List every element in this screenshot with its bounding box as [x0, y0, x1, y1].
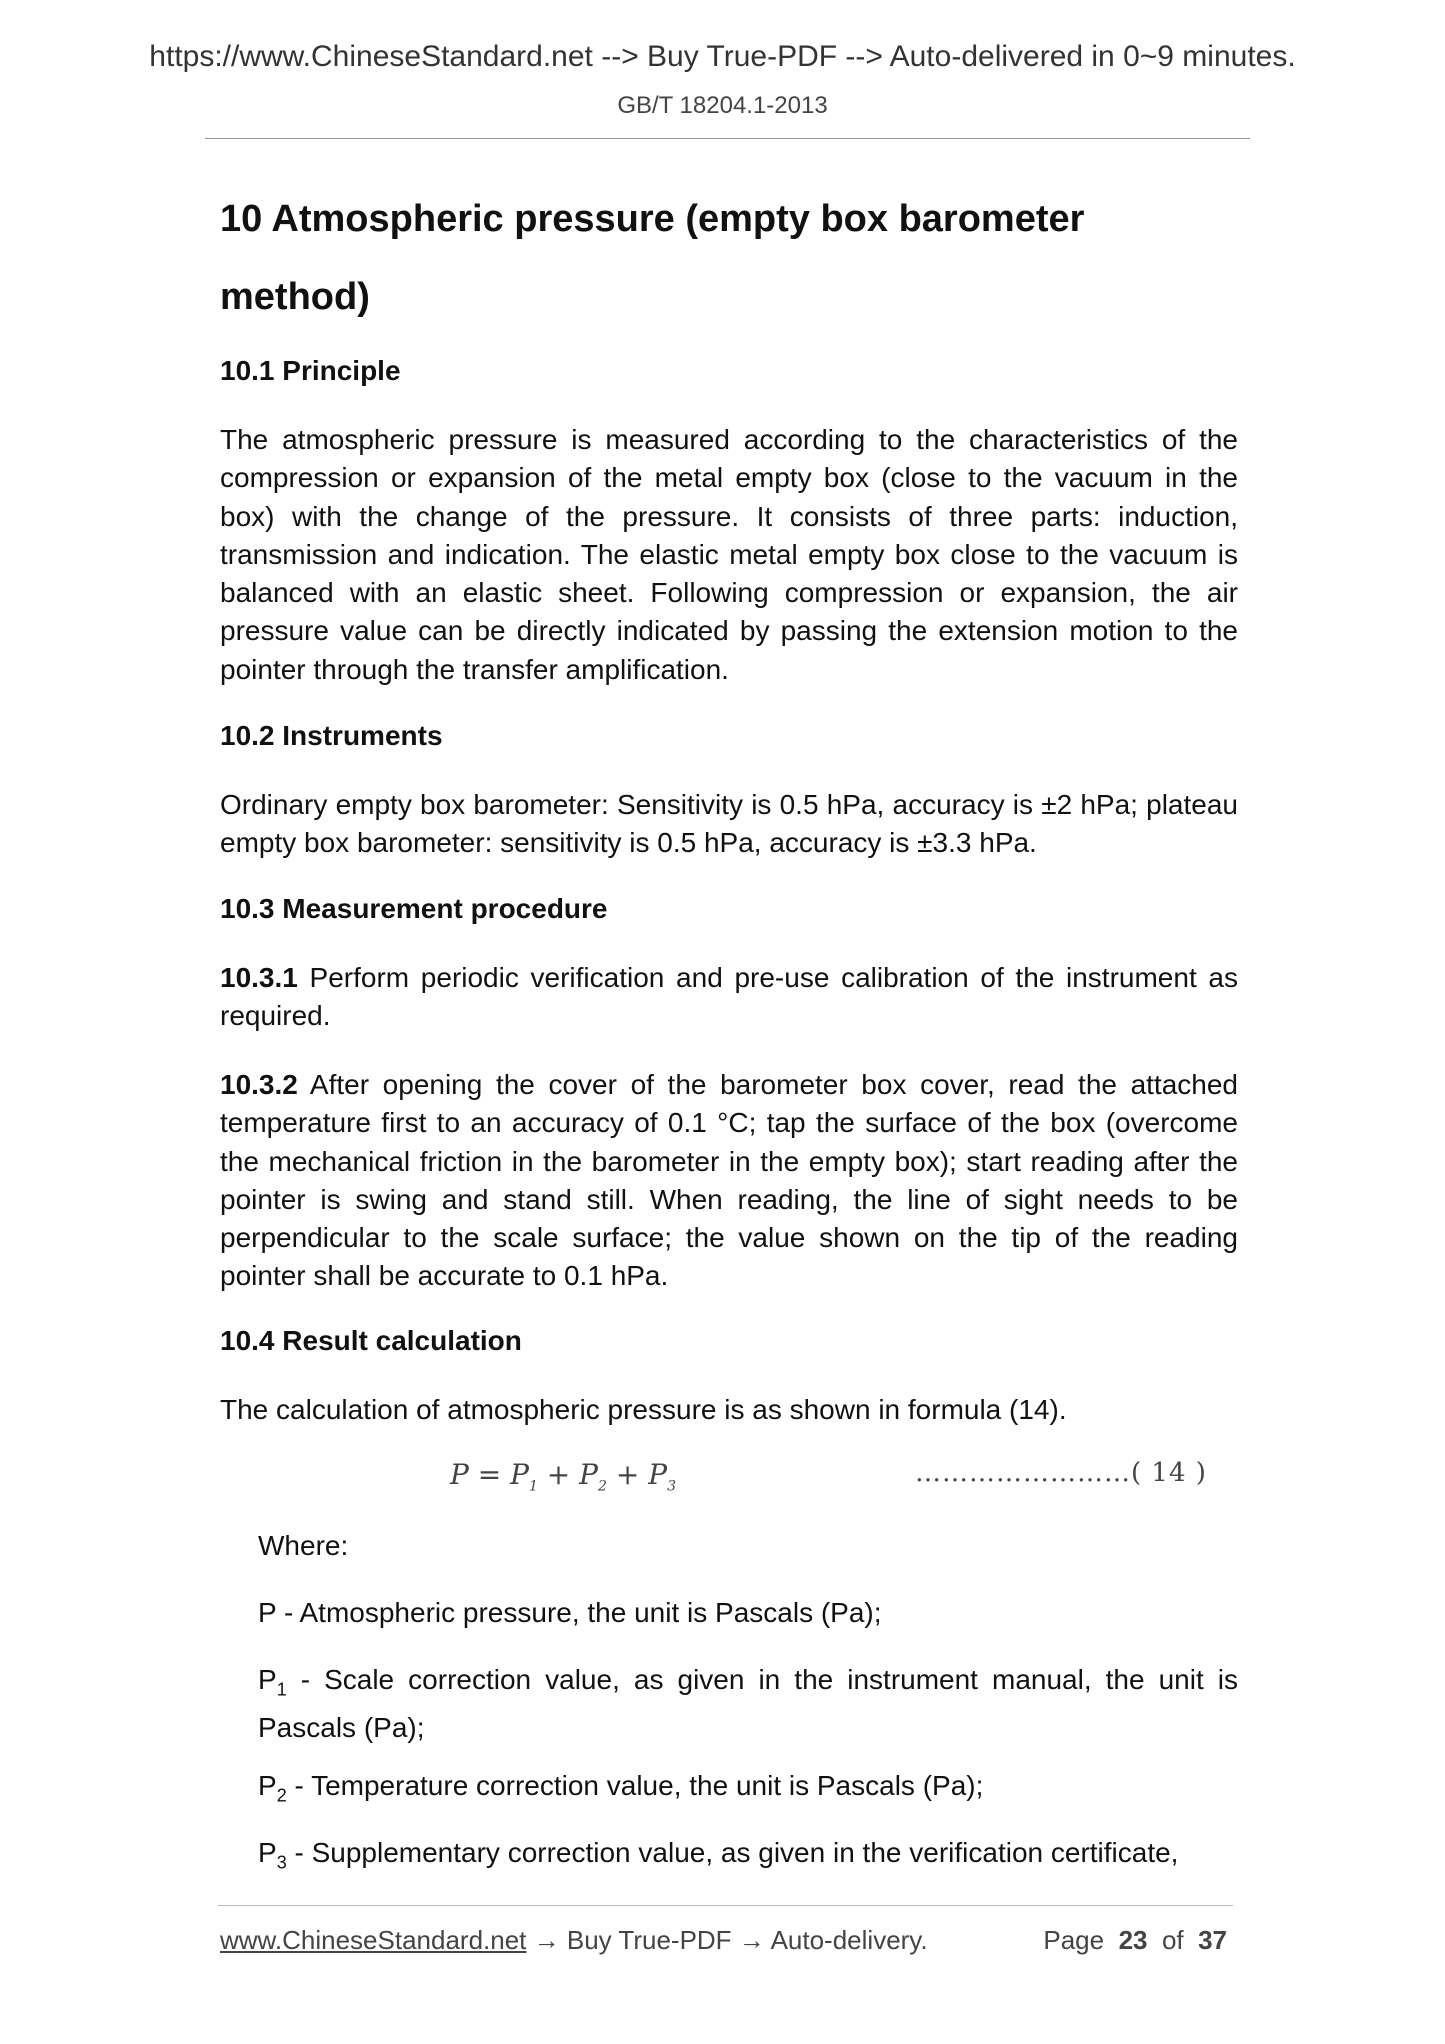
section-title-line1: 10 Atmospheric pressure (empty box barometer: [220, 198, 1085, 240]
definition-p1: [258, 1661, 1238, 1747]
symbol-sub: 3: [276, 1852, 287, 1873]
formula-sub: 3: [667, 1478, 676, 1495]
clause-text: Perform periodic verification and pre-use calibration of the instrument as required.: [220, 962, 1238, 1032]
formula-14: [450, 1458, 676, 1495]
clause-label: 10.3.2: [220, 1069, 298, 1100]
symbol: P: [258, 1664, 277, 1695]
definition-text: - Temperature correction value, the unit is Pascals (Pa);: [286, 1770, 984, 1801]
definition-p: P - Atmospheric pressure, the unit is Pascals (Pa);: [258, 1597, 882, 1628]
definition-text: - Supplementary correction value, as given in the verification certificate,: [286, 1837, 1179, 1868]
procedure-10-3-2: [220, 1066, 1238, 1296]
procedure-10-3-1: [220, 959, 1238, 1036]
footer-divider: [218, 1905, 1233, 1906]
top-banner[interactable]: https://www.ChineseStandard.net --> Buy True-PDF --> Auto-delivered in 0~9 minutes.: [149, 40, 1296, 73]
heading-10-1: 10.1 Principle: [220, 355, 401, 386]
formula-sub: 1: [528, 1478, 538, 1495]
of-label: of: [1161, 1925, 1184, 1955]
section-title-line2: method): [220, 276, 370, 318]
formula-number: ……………………( 14 ): [915, 1458, 1207, 1488]
symbol-sub: 1: [276, 1679, 287, 1700]
footer-text: → Buy True-PDF → Auto-delivery.: [526, 1925, 928, 1955]
formula-sub: 2: [598, 1478, 607, 1495]
formula-term: P: [510, 1458, 529, 1491]
formula-term: P: [648, 1458, 668, 1491]
formula-lhs: P: [450, 1458, 469, 1491]
instruments-paragraph: Ordinary empty box barometer: Sensitivity is 0.5 hPa, accuracy is ±2 hPa; plateau empty box barometer: sensitivity is 0.5 hPa, accuracy is ±3.3 hPa.: [220, 789, 1238, 859]
principle-paragraph: The atmospheric pressure is measured according to the characteristics of the compression or expansion of the metal empty box (close to the vacuum in the box) with the change of the pressure. It consists of three parts: induction, transmission and indication. The elastic metal empty box close to the vacuum is balanced with an elastic sheet. Following compression or expansion, the air pressure value can be directly indicated by passing the extension motion to the pointer through the transfer amplification.: [220, 424, 1238, 685]
page-label: Page: [1043, 1925, 1105, 1955]
formula-equals: =: [477, 1458, 502, 1491]
symbol-sub: 2: [276, 1785, 287, 1806]
formula-term: P: [579, 1458, 599, 1491]
formula-plus: +: [546, 1458, 571, 1491]
footer: [220, 1925, 1235, 1956]
symbol: P: [258, 1770, 277, 1801]
standard-code: GB/T 18204.1-2013: [617, 92, 828, 119]
heading-10-3: 10.3 Measurement procedure: [220, 893, 608, 924]
footer-site-link[interactable]: www.ChineseStandard.net: [220, 1925, 527, 1955]
header-divider: [205, 138, 1250, 139]
clause-label: 10.3.1: [220, 962, 298, 993]
formula-plus: +: [615, 1458, 640, 1491]
page-total: 37: [1198, 1925, 1227, 1955]
calculation-intro: The calculation of atmospheric pressure is as shown in formula (14).: [220, 1394, 1067, 1425]
page-indicator: [1043, 1925, 1227, 1956]
page-number: 23: [1118, 1925, 1148, 1955]
definition-text: - Scale correction value, as given in the instrument manual, the unit is Pascals (Pa);: [258, 1664, 1238, 1743]
symbol: P: [258, 1837, 277, 1868]
heading-10-4: 10.4 Result calculation: [220, 1325, 522, 1356]
heading-10-2: 10.2 Instruments: [220, 720, 443, 751]
definition-p3: [258, 1834, 1238, 1882]
clause-text: After opening the cover of the barometer box cover, read the attached temperature first to an accuracy of 0.1 °C; tap the surface of the box (overcome the mechanical friction in the barometer in the empty box); start reading after the pointer is swing and stand still. When reading, the line of sight needs to be perpendicular to the scale surface; the value shown on the tip of the reading pointer shall be accurate to 0.1 hPa.: [220, 1069, 1238, 1292]
where-label: Where:: [258, 1530, 349, 1561]
definition-p2: [258, 1767, 1238, 1815]
section-title: [220, 180, 1220, 336]
